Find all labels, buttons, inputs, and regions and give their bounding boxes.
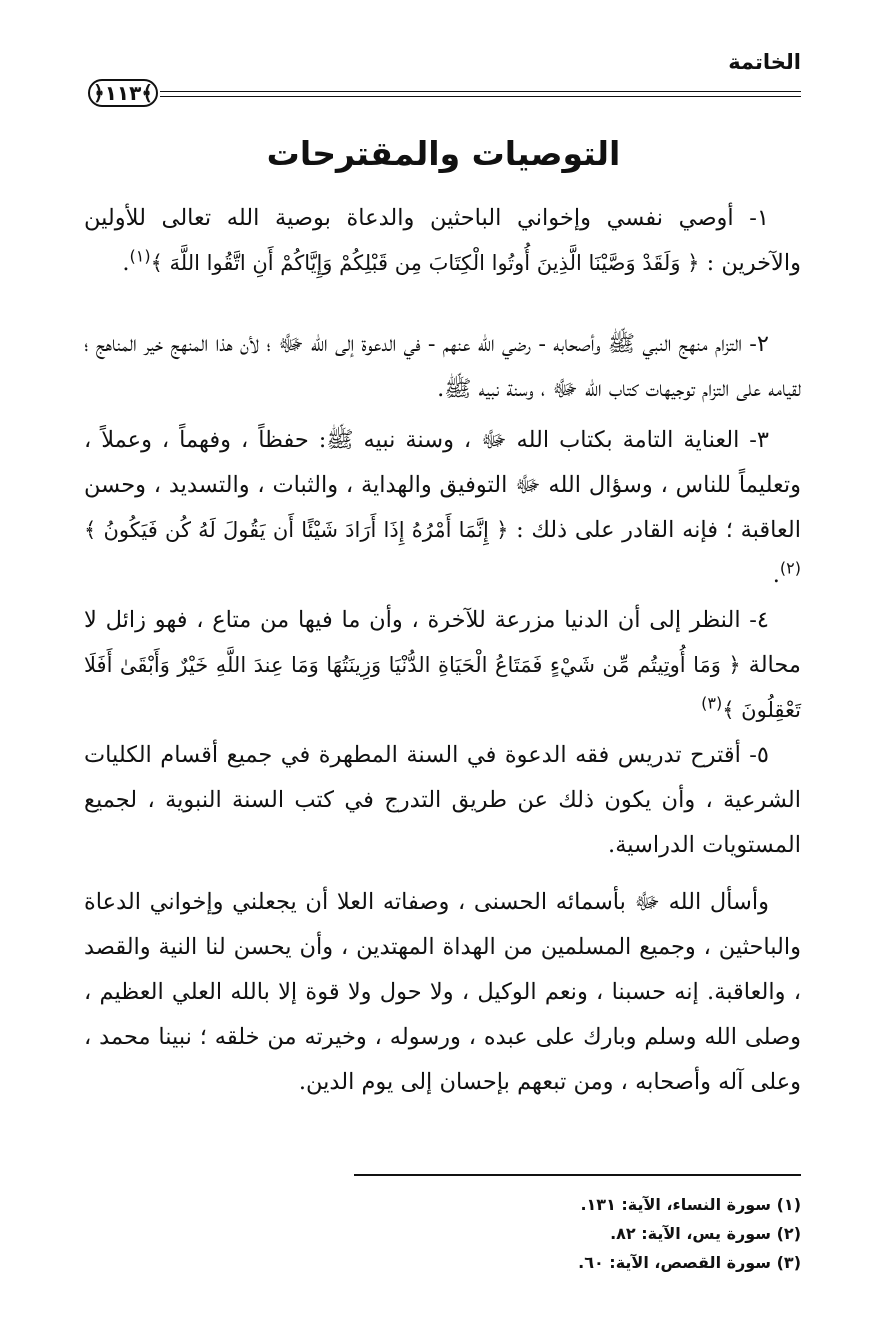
paragraph-gap: [84, 868, 801, 880]
footnotes: [301, 1190, 801, 1277]
recommendation-3-end: .: [772, 562, 780, 588]
page-number-badge: ﴿١١٣﴾: [88, 79, 158, 107]
recommendation-2-text: ٢- التزام منهج النبي ﷺ وأصحابه - رضي الله عنهم - في الدعوة إلى الله ﷻ ؛ لأن هذا المنهج خير المناهج ؛ لقيامه على التزام توجيهات كتاب الله ﷻ ، وسنة نبيه ﷺ.: [84, 331, 801, 402]
recommendation-1: [84, 196, 801, 286]
recommendation-3-text: ٣- العناية التامة بكتاب الله ﷻ ، وسنة نبيه ﷺ: حفظاً ، وفهماً ، وعملاً ، وتعليماً للناس ، وسؤال الله ﷻ التوفيق والهداية ، والثبات ، والتسديد ، وحسن العاقبة ؛ فإنه القادر على ذلك :: [84, 427, 801, 543]
recommendation-3-quran-quote: ﴿ إِنَّمَا أَمْرُهُ إِذَا أَرَادَ شَيْئًا أَن يَقُولَ لَهُ كُن فَيَكُونُ ﴾: [84, 518, 509, 542]
recommendation-2: [84, 322, 801, 412]
footnote-separator: [354, 1174, 801, 1176]
footnote-3: (٣) سورة القصص، الآية: ٦٠.: [578, 1253, 801, 1272]
footnote-2: (٢) سورة يس، الآية: ٨٢.: [610, 1224, 801, 1243]
footnote-1: (١) سورة النساء، الآية: ١٣١.: [580, 1195, 801, 1214]
recommendation-5-text: ٥- أقترح تدريس فقه الدعوة في السنة المطهرة في جميع أقسام الكليات الشرعية ، وأن يكون ذلك عن طريق التدرج في كتب السنة النبوية ، لجميع المستويات الدراسية.: [84, 742, 801, 858]
paragraph-gap: [84, 286, 801, 322]
main-text: [84, 196, 801, 1105]
closing-prayer-text: وأسأل الله ﷻ بأسمائه الحسنى ، وصفاته العلا أن يجعلني وإخواني الدعاة والباحثين ، وجميع المسلمين من الهداة المهتدين ، وأن يحسن لنا النية والقصد ، والعاقبة. إنه حسبنا ، ونعم الوكيل ، ولا حول ولا قوة إلا بالله العلي العظيم ، وصلى الله وسلم وبارك على عبده ، ورسوله ، وخيرته من خلقه ؛ نبينا محمد ، وعلى آله وأصحابه ، ومن تبعهم بإحسان إلى يوم الدين.: [84, 889, 801, 1095]
footnote-ref-3: (٣): [701, 693, 723, 713]
recommendation-1-end: .: [122, 250, 130, 276]
closing-prayer: [84, 880, 801, 1105]
recommendation-1-quran-quote: ﴿ وَلَقَدْ وَصَّيْنَا الَّذِينَ أُوتُوا الْكِتَابَ مِن قَبْلِكُمْ وَإِيَّاكُمْ أَنِ اتَّقُوا اللَّهَ ﴾: [150, 251, 700, 275]
recommendation-4-text: ٤- النظر إلى أن الدنيا مزرعة للآخرة ، وأن ما فيها من متاع ، فهو زائل لا محالة: [84, 607, 801, 678]
header-double-rule: [160, 91, 801, 97]
recommendation-5: [84, 733, 801, 868]
footnote-ref-1: (١): [129, 246, 151, 266]
footnote-ref-2: (٢): [779, 558, 801, 578]
recommendation-1-text: ١- أوصي نفسي وإخواني الباحثين والدعاة بوصية الله تعالى للأولين والآخرين :: [84, 205, 801, 276]
recommendation-4-quran-quote: ﴿ وَمَا أُوتِيتُم مِّن شَيْءٍ فَمَتَاعُ الْحَيَاةِ الدُّنْيَا وَزِينَتُهَا وَمَا عِندَ اللَّهِ خَيْرٌ وَأَبْقَىٰ أَفَلَا تَعْقِلُونَ ﴾: [84, 653, 801, 722]
running-header-title: الخاتمة: [728, 50, 801, 74]
section-title: التوصيات والمقترحات: [266, 134, 621, 173]
recommendation-3: [84, 418, 801, 598]
recommendation-4: [84, 598, 801, 733]
